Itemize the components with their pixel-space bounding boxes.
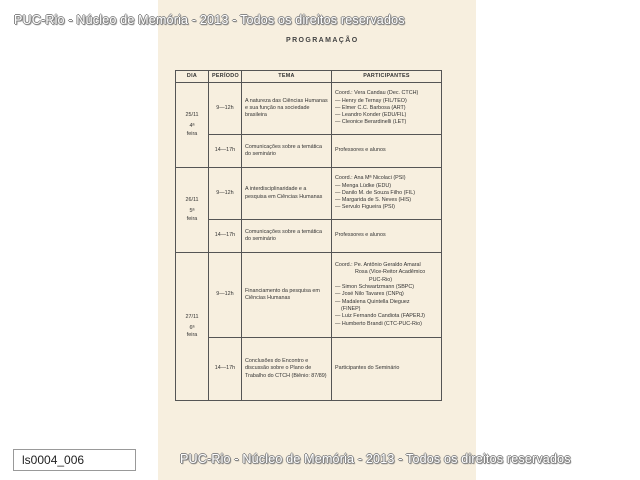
participant: (FINEP) [341,305,361,312]
theme-cell: Comunicações sobre a temática do seminário [242,135,332,168]
day-date: 25/11 [185,112,199,119]
participant: Rosa (Vice-Reitor Acadêmico [355,269,426,276]
table-row [176,338,442,401]
participant: Coord.: Vera Candau (Dec. CTCH) [335,90,419,97]
day-weekday: feira [186,215,198,222]
participant: — Luiz Fernando Candiota (FAPERJ) [335,313,425,320]
table-header-row [176,71,442,83]
participant: — Servulo Figueira (PSI) [335,204,395,211]
header-period: PERÍODO [209,71,242,83]
participants-cell [332,83,442,135]
theme-cell: A interdisciplinaridade e a pesquisa em Ciências Humanas [242,168,332,220]
participant: — Cleonice Berardinelli (LET) [335,119,407,126]
participant: — Henry de Ternay (FIL/TEO) [335,97,407,104]
participants-cell [332,220,442,253]
schedule-table [175,70,442,401]
theme-cell: Comunicações sobre a temática do seminário [242,220,332,253]
participant: Coord.: Ana Mª Nicolaci (PSI) [335,175,406,182]
table-row [176,220,442,253]
participants-cell [332,253,442,338]
page-title: PROGRAMAÇÃO [286,37,359,44]
participant: — Leandro Konder (EDU/FIL) [335,112,407,119]
theme-cell: A natureza das Ciências Humanas e sua função na sociedade brasileira [242,83,332,135]
day-date: 26/11 [185,197,199,204]
day-cell [176,253,209,401]
table-row [176,168,442,220]
table-row [176,253,442,338]
day-weekday: feira [186,332,198,339]
period-cell: 14—17h [209,135,242,168]
day-date: 27/11 [185,313,199,320]
day-cell [176,168,209,253]
participant: — José Nilo Tavares (CNPq) [335,291,404,298]
day-weekday: 4ª [189,123,195,130]
day-cell [176,83,209,168]
participant: — Elmer C.C. Barbosa (ART) [335,104,406,111]
period-cell: 14—17h [209,338,242,401]
header-participants: PARTICIPANTES [332,71,442,83]
header-day: DIA [176,71,209,83]
participant: — Humberto Brandi (CTC-PUC-Rio) [335,320,422,327]
participant: Participantes do Seminário [335,365,400,372]
participant: — Simon Schwartzmann (SBPC) [335,284,415,291]
period-cell: 14—17h [209,220,242,253]
period-cell: 9—12h [209,168,242,220]
day-weekday: feira [186,130,198,137]
table-row [176,135,442,168]
participant: — Madalena Quintella Dieguez [335,298,410,305]
period-cell: 9—12h [209,253,242,338]
theme-cell: Conclusões do Encontro e discussão sobre o Plano de Trabalho do CTCH (Biênio: 87/89) [242,338,332,401]
day-weekday: 5ª [189,208,195,215]
watermark-top: PUC-Rio - Núcleo de Memória - 2013 - Todos os direitos reservados [14,13,405,27]
participant: — Margarida de S. Neves (HIS) [335,197,412,204]
theme-cell: Financiamento da pesquisa em Ciências Humanas [242,253,332,338]
participant: Professores e alunos [335,147,386,154]
participant: Professores e alunos [335,232,386,239]
participants-cell [332,135,442,168]
participants-cell [332,168,442,220]
period-cell: 9—12h [209,83,242,135]
participant: — Menga Lüdke (EDU) [335,182,392,189]
participant: — Danilo M. de Souza Filho (FIL) [335,189,415,196]
table-row [176,83,442,135]
reference-code-label: ls0004_006 [13,449,136,471]
watermark-bottom: PUC-Rio - Núcleo de Memória - 2013 - Todos os direitos reservados [180,452,571,466]
participant: Coord.: Pe. Antônio Geraldo Amaral [335,262,421,269]
participants-cell [332,338,442,401]
header-theme: TEMA [242,71,332,83]
participant: PUC-Rio) [369,276,393,283]
day-weekday: 6ª [189,324,195,331]
